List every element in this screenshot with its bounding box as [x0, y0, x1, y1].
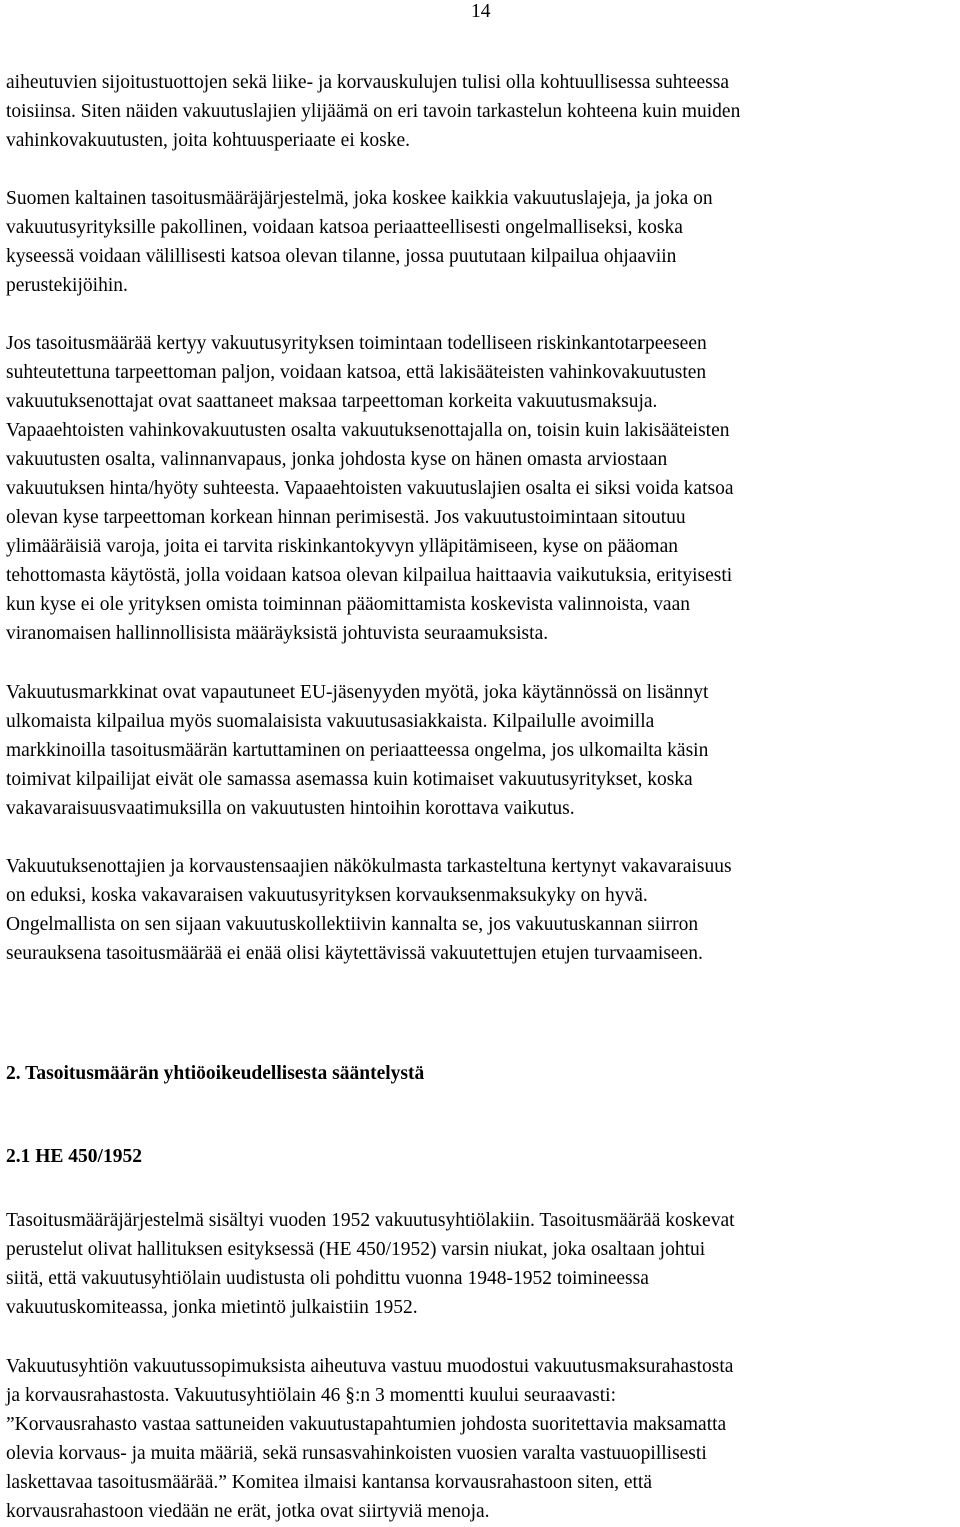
text-line: olevia korvaus- ja muita määriä, sekä runsasvahinkoisten vuosien varalta vastuuopillisesti	[6, 1443, 707, 1464]
text-line: markkinoilla tasoitusmäärän kartuttaminen on periaatteessa ongelma, jos ulkomailta käsin	[6, 740, 709, 761]
text-line: laskettavaa tasoitusmäärää.” Komitea ilmaisi kantansa korvausrahastoon siten, että	[6, 1472, 652, 1493]
paragraph-2	[6, 184, 960, 300]
text-line: Vakuutuksenottajien ja korvaustensaajien näkökulmasta tarkasteltuna kertynyt vakavaraisuus	[6, 856, 732, 877]
text-line: viranomaisen hallinnollisista määräyksistä johtuvista seuraamuksista.	[6, 623, 549, 644]
text-line: kun kyse ei ole yrityksen omista toiminnan pääomittamista koskevista valinnoista, vaan	[6, 594, 690, 615]
text-line: Ongelmallista on sen sijaan vakuutuskollektiivin kannalta se, jos vakuutuskannan siirron	[6, 914, 699, 935]
text-line: vakuutuksenottajat ovat saattaneet maksaa tarpeettoman korkeita vakuutusmaksuja.	[6, 391, 658, 412]
paragraph-3	[6, 329, 960, 648]
text-line: Vapaaehtoisten vahinkovakuutusten osalta vakuutuksenottajalla on, toisin kuin lakisääteisten	[6, 420, 730, 441]
paragraph-7	[6, 1352, 960, 1526]
text-line: on eduksi, koska vakavaraisen vakuutusyrityksen korvauksenmaksukyky on hyvä.	[6, 885, 648, 906]
text-line: vakuutusyrityksille pakollinen, voidaan katsoa periaatteellisesti ongelmalliseksi, koska	[6, 217, 683, 238]
text-line: Vakuutusyhtiön vakuutussopimuksista aiheutuva vastuu muodostui vakuutusmaksurahastosta	[6, 1356, 734, 1377]
text-line: kyseessä voidaan välillisesti katsoa olevan tilanne, jossa puututaan kilpailua ohjaaviin	[6, 246, 677, 267]
text-line: toisiinsa. Siten näiden vakuutuslajien ylijäämä on eri tavoin tarkastelun kohteena kuin muiden	[6, 101, 741, 122]
text-line: vakuutusten osalta, valinnanvapaus, jonka johdosta kyse on hänen omasta arviostaan	[6, 449, 668, 470]
text-line: ja korvausrahastosta. Vakuutusyhtiölain 46 §:n 3 momentti kuului seuraavasti:	[6, 1385, 617, 1406]
text-line: vakuutuksen hinta/hyöty suhteesta. Vapaaehtoisten vakuutuslajien osalta ei siksi voida katsoa	[6, 478, 734, 499]
paragraph-6	[6, 1206, 960, 1322]
subsection-heading: 2.1 HE 450/1952	[6, 1146, 142, 1167]
text-line: ylimääräisiä varoja, joita ei tarvita riskinkantokyvyn ylläpitämiseen, kyse on pääoman	[6, 536, 679, 557]
text-line: olevan kyse tarpeettoman korkean hinnan perimisestä. Jos vakuutustoimintaan sitoutuu	[6, 507, 686, 528]
text-line: vakavaraisuusvaatimuksilla on vakuutusten hintoihin korottava vaikutus.	[6, 798, 575, 819]
section-heading: 2. Tasoitusmäärän yhtiöoikeudellisesta sääntelystä	[6, 1063, 425, 1084]
text-line: suhteutettuna tarpeettoman paljon, voidaan katsoa, että lakisääteisten vahinkovakuutusten	[6, 362, 707, 383]
text-line: Suomen kaltainen tasoitusmääräjärjestelmä, joka koskee kaikkia vakuutuslajeja, ja joka on	[6, 188, 713, 209]
text-line: seurauksena tasoitusmäärää ei enää olisi käytettävissä vakuutettujen etujen turvaamiseen.	[6, 943, 703, 964]
page-number: 14	[471, 1, 491, 22]
text-line: perustekijöihin.	[6, 275, 128, 296]
text-line: tehottomasta käytöstä, jolla voidaan katsoa olevan kilpailua haittaavia vaikutuksia, erityisesti	[6, 565, 733, 586]
paragraph-5	[6, 852, 960, 968]
text-line: aiheutuvien sijoitustuottojen sekä liike- ja korvauskulujen tulisi olla kohtuullisessa suhteessa	[6, 72, 730, 93]
paragraph-4	[6, 678, 960, 823]
text-line: Vakuutusmarkkinat ovat vapautuneet EU-jäsenyyden myötä, joka käytännössä on lisännyt	[6, 682, 709, 703]
text-line: vakuutuskomiteassa, jonka mietintö julkaistiin 1952.	[6, 1297, 418, 1318]
text-line: vahinkovakuutusten, joita kohtuusperiaate ei koske.	[6, 130, 410, 151]
text-line: perustelut olivat hallituksen esityksessä (HE 450/1952) varsin niukat, joka osaltaan johtui	[6, 1239, 706, 1260]
paragraph-1	[6, 68, 960, 155]
text-line: ulkomaista kilpailua myös suomalaisista vakuutusasiakkaista. Kilpailulle avoimilla	[6, 711, 655, 732]
text-line: Jos tasoitusmäärää kertyy vakuutusyrityksen toimintaan todelliseen riskinkantotarpeeseen	[6, 333, 707, 354]
text-line: toimivat kilpailijat eivät ole samassa asemassa kuin kotimaiset vakuutusyritykset, koska	[6, 769, 693, 790]
text-line: korvausrahastoon viedään ne erät, jotka ovat siirtyviä menoja.	[6, 1501, 490, 1522]
text-line: siitä, että vakuutusyhtiölain uudistusta oli pohdittu vuonna 1948-1952 toimineessa	[6, 1268, 649, 1289]
text-line: Tasoitusmääräjärjestelmä sisältyi vuoden 1952 vakuutusyhtiölakiin. Tasoitusmäärää koskevat	[6, 1210, 735, 1231]
text-line: ”Korvausrahasto vastaa sattuneiden vakuutustapahtumien johdosta suoritettavia maksamatta	[6, 1414, 727, 1435]
